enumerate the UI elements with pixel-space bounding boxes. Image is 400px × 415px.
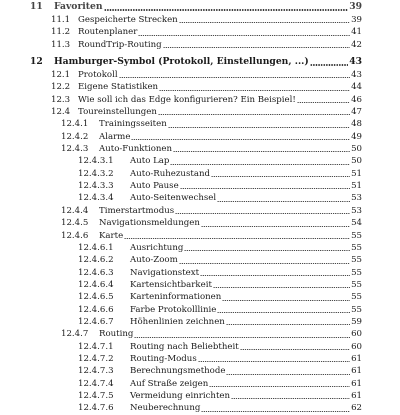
dot-leader [198,361,350,362]
toc-entry-page-number: 59 [351,316,362,327]
toc-entry-page-number: 61 [351,353,362,364]
toc-entry-title: Auto-Ruhezustand [130,168,210,179]
toc-entry-number: 12.4.7.3 [78,366,114,377]
dot-leader [226,324,350,325]
dot-leader [168,127,350,128]
toc-entry[interactable] [0,106,362,118]
toc-entry-title: Auf Straße zeigen [130,378,209,389]
toc-entry-title: Alarme [99,131,131,142]
dot-leader [209,386,350,387]
toc-entry-title: Routing [99,329,134,340]
dot-leader [158,114,350,115]
toc-entry-title: Navigationsmeldungen [99,218,200,229]
toc-entry-page-number: 62 [351,403,362,414]
toc-entry[interactable] [0,180,362,192]
toc-entry[interactable] [0,39,362,51]
dot-leader [179,263,350,264]
toc-entry-title: Kartensichtbarkeit [130,279,212,290]
toc-entry-number: 12.4.7.6 [78,403,114,414]
toc-entry[interactable] [0,192,362,204]
toc-entry[interactable] [0,118,362,130]
toc-entry-title: Toureinstellungen [78,107,157,118]
toc-entry-page-number: 60 [351,329,362,340]
toc-entry-number: 11.2 [51,27,71,38]
toc-entry-page-number: 39 [351,15,362,25]
dot-leader [159,90,350,91]
toc-chapter-entry[interactable] [0,0,362,14]
toc-entry-page-number: 61 [351,378,362,389]
toc-entry[interactable] [0,279,362,291]
toc-entry-title: Höhenlinien zeichnen [130,316,225,327]
toc-entry-title: Wie soll ich das Edge konfigurieren? Ein Beispiel! [78,94,296,105]
toc-entry-title: Auto Pause [130,181,179,192]
toc-entry-number: 12.2 [51,82,71,93]
toc-entry-title: Routing nach Beliebtheit [130,341,239,352]
toc-entry-number: 12.4.2 [61,131,89,142]
dot-leader [124,238,350,239]
toc-entry[interactable] [0,14,362,26]
toc-entry-page-number: 49 [351,131,362,142]
toc-entry[interactable] [0,353,362,365]
toc-entry-page-number: 55 [351,242,362,253]
dot-leader [201,226,350,227]
toc-entry-title: Karteninformationen [130,292,222,303]
toc-entry[interactable] [0,81,362,93]
toc-entry-number: 12.3 [51,94,71,105]
toc-entry-title: Auto-Funktionen [99,144,173,155]
toc-entry-page-number: 55 [351,230,362,241]
toc-entry-page-number: 55 [351,304,362,315]
toc-entry-title: Gespeicherte Strecken [78,15,178,25]
dot-leader [179,22,350,23]
toc-entry-page-number: 55 [351,279,362,290]
toc-entry-number: 12.4.3.4 [78,193,114,204]
dot-leader [134,337,350,338]
toc-entry-title: Trainingsseiten [99,119,167,130]
toc-entry-title: Hamburger-Symbol (Protokoll, Einstellungen, ...) [54,56,309,68]
toc-entry-title: Favoriten [54,1,103,12]
toc-entry-number: 11.1 [51,15,71,25]
toc-entry-page-number: 61 [351,366,362,377]
toc-entry-page-number: 43 [351,70,362,81]
toc-entry-page-number: 61 [351,390,362,401]
toc-entry-title: Vermeidung einrichten [130,390,231,401]
toc-entry[interactable] [0,328,362,340]
toc-entry-page-number: 51 [351,168,362,179]
toc-entry-page-number: 39 [349,1,362,12]
toc-entry-number: 12.4.7.5 [78,390,114,401]
toc-entry[interactable] [0,390,362,402]
toc-entry-page-number: 42 [351,39,362,50]
toc-entry[interactable] [0,131,362,143]
dot-leader [119,77,350,78]
dot-leader [213,287,350,288]
toc-entry-number: 12.4.4 [61,205,89,216]
toc-entry-number: 12.4.7.2 [78,353,114,364]
toc-entry[interactable] [0,230,362,242]
dot-leader [226,374,350,375]
toc-entry-title: Routing-Modus [130,353,197,364]
dot-leader [163,47,350,48]
toc-entry-page-number: 50 [351,156,362,167]
dot-leader [175,213,350,214]
dot-leader [297,102,350,103]
toc-entry-number: 12 [30,56,43,68]
toc-entry-title: Eigene Statistiken [78,82,159,93]
toc-entry[interactable] [0,217,362,229]
dot-leader [231,398,350,399]
toc-entry-number: 12.4.3.1 [78,156,114,167]
toc-entry-title: Auto-Seitenwechsel [130,193,217,204]
dot-leader [217,312,350,313]
toc-entry-number: 12.4.6.1 [78,242,114,253]
dot-leader [104,9,349,11]
toc-entry[interactable] [0,267,362,279]
toc-entry-page-number: 41 [351,27,362,38]
toc-entry-number: 12.4.6.4 [78,279,114,290]
toc-entry-page-number: 55 [351,255,362,266]
toc-entry-page-number: 51 [351,181,362,192]
toc-entry-number: 12.4.7.4 [78,378,114,389]
toc-entry-number: 12.4.6.2 [78,255,114,266]
toc-entry-number: 12.4 [51,107,71,118]
toc-entry-number: 11.3 [51,39,71,50]
toc-entry-title: RoundTrip-Routing [78,39,162,50]
dot-leader [138,35,350,36]
toc-entry-page-number: 44 [351,82,362,93]
toc-entry-page-number: 48 [351,119,362,130]
dot-leader [170,164,350,165]
toc-entry-number: 12.4.6 [61,230,89,241]
toc-entry[interactable] [0,291,362,303]
toc-entry-page-number: 50 [351,144,362,155]
toc-entry[interactable] [0,316,362,328]
toc-entry[interactable] [0,254,362,266]
toc-entry-title: Farbe Protokolllinie [130,304,217,315]
dot-leader [200,275,350,276]
toc-entry-number: 12.4.6.7 [78,316,114,327]
dot-leader [184,250,350,251]
toc-entry[interactable] [0,94,362,106]
toc-entry-title: Ausrichtung [130,242,184,253]
toc-entry-title: Timerstartmodus [99,205,175,216]
toc-entry-page-number: 47 [351,107,362,118]
toc-entry[interactable] [0,304,362,316]
toc-entry-title: Neuberechnung [130,403,201,414]
toc-entry[interactable] [0,26,362,38]
toc-entry[interactable] [0,168,362,180]
toc-entry-title: Auto-Zoom [130,255,178,266]
toc-entry-number: 12.4.1 [61,119,89,130]
toc-entry[interactable] [0,402,362,414]
toc-entry-page-number: 53 [351,205,362,216]
toc-entry[interactable] [0,69,362,81]
dot-leader [222,300,350,301]
toc-entry-number: 12.4.3 [61,144,89,155]
toc-entry-title: Protokoll [78,70,118,81]
toc-entry-number: 12.4.6.5 [78,292,114,303]
toc-entry[interactable] [0,242,362,254]
toc-entry[interactable] [0,155,362,167]
dot-leader [310,64,349,66]
toc-entry-number: 11 [30,1,43,12]
toc-entry[interactable] [0,365,362,377]
dot-leader [201,411,350,412]
toc-entry-page-number: 60 [351,341,362,352]
toc-entry-number: 12.4.6.3 [78,267,114,278]
toc-chapter-entry[interactable] [0,55,362,69]
dot-leader [211,176,350,177]
toc-entry-title: Routenplaner [78,27,138,38]
dot-leader [180,188,350,189]
toc-entry-title: Berechnungsmethode [130,366,226,377]
toc-entry-page-number: 53 [351,193,362,204]
toc-entry-page-number: 46 [351,94,362,105]
toc-entry-number: 12.4.5 [61,218,89,229]
toc-entry-page-number: 55 [351,292,362,303]
toc-entry-number: 12.4.3.3 [78,181,114,192]
toc-entry-number: 12.4.6.6 [78,304,114,315]
toc-entry-page-number: 43 [349,56,362,68]
toc-entry[interactable] [0,378,362,390]
toc-entry[interactable] [0,341,362,353]
dot-leader [173,151,350,152]
toc-entry-number: 12.4.7 [61,329,89,340]
toc-entry-title: Navigationstext [130,267,200,278]
toc-entry-number: 12.4.7.1 [78,341,114,352]
toc-entry-page-number: 55 [351,267,362,278]
toc-entry-title: Karte [99,230,124,241]
toc-entry[interactable] [0,143,362,155]
toc-entry-number: 12.4.3.2 [78,168,114,179]
toc-entry-title: Auto Lap [130,156,170,167]
dot-leader [217,201,350,202]
toc-entry[interactable] [0,205,362,217]
dot-leader [240,349,350,350]
dot-leader [131,139,350,140]
toc-entry-number: 12.1 [51,70,71,81]
toc-entry-page-number: 54 [351,218,362,229]
